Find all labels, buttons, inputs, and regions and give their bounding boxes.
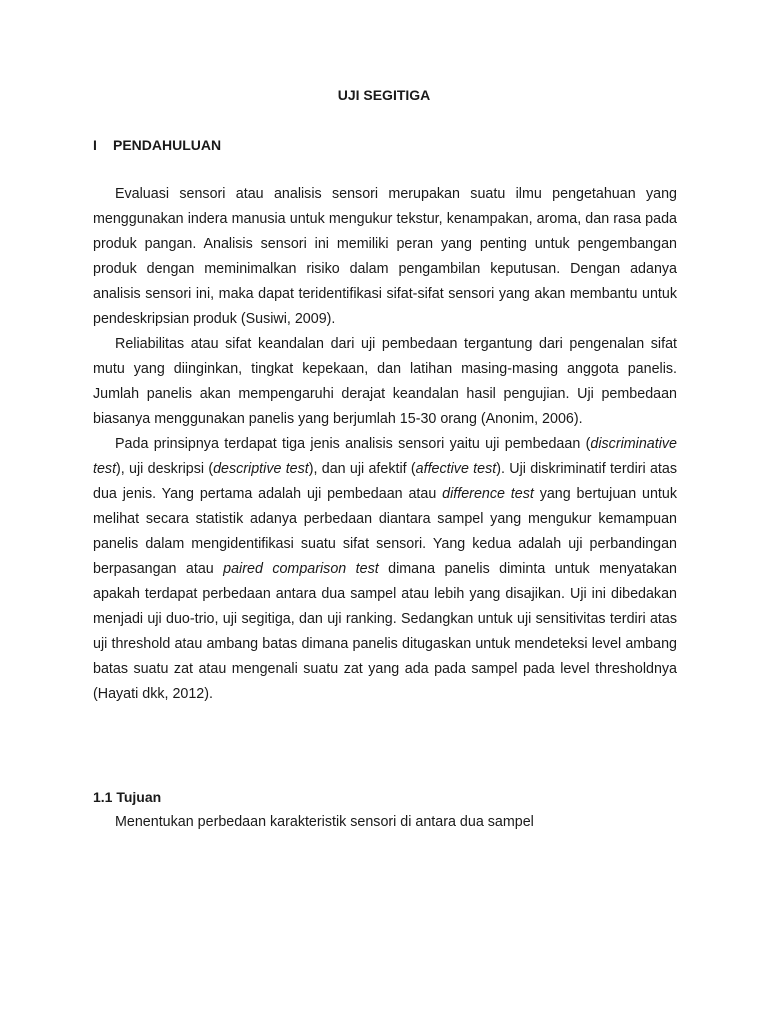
paragraph-3-text-2: ), uji deskripsi ( [116,461,214,477]
body-text [93,182,677,707]
paragraph-1-text: Evaluasi sensori atau analisis sensori merupakan suatu ilmu pengetahuan yang menggunakan indera manusia untuk mengukur tekstur, kenampakan, aroma, dan rasa pada produk pangan. Analisis sensori ini memiliki peran yang penting untuk pengembangan produk dengan meminimalkan risiko dalam pengambilan keputusan. Dengan adanya analisis sensori ini, maka dapat teridentifikasi sifat-sifat sensori yang akan membantu untuk pendeskripsian produk (Susiwi, 2009). [93,186,677,327]
paragraph-3-text-1: Pada prinsipnya terdapat tiga jenis analisis sensori yaitu uji pembedaan ( [115,436,591,452]
subsection-heading: 1.1 Tujuan [93,789,162,805]
paragraph-3-text-3: ), dan uji afektif ( [308,461,416,477]
paragraph-3 [93,432,677,707]
term-paired-comparison-test: paired comparison test [223,561,379,577]
paragraph-3-text-5: yang bertujuan untuk melihat secara statistik adanya perbedaan diantara sampel yang mengukur kemampuan panelis dalam mengidentifikasi suatu sifat sensori. Yang kedua adalah uji perbandingan berpasangan atau [93,486,677,577]
term-affective-test: affective test [415,461,497,477]
paragraph-1 [93,182,677,332]
paragraph-2-text: Reliabilitas atau sifat keandalan dari uji pembedaan tergantung dari pengenalan sifat mutu yang diinginkan, tingkat kepekaan, dan latihan masing-masing anggota panelis. Jumlah panelis akan mempengaruhi derajat keandalan hasil pengujian. Uji pembedaan biasanya menggunakan panelis yang berjumlah 15-30 orang (Anonim, 2006). [93,336,677,427]
subsection-text: Menentukan perbedaan karakteristik sensori di antara dua sampel [115,814,534,830]
chapter-number: I [93,137,97,153]
paragraph-2 [93,332,677,432]
paragraph-3-text-4: ). Uji diskriminatif terdiri atas dua jenis. Yang pertama adalah uji pembedaan atau [93,461,677,502]
paragraph-3-text-6: dimana panelis diminta untuk menyatakan apakah terdapat perbedaan antara dua sampel atau lebih yang disajikan. Uji ini dibedakan menjadi uji duo-trio, uji segitiga, dan uji ranking. Sedangkan untuk uji sensitivitas terdiri atas uji threshold atau ambang batas dimana panelis ditugaskan untuk mendeteksi level ambang batas suatu zat atau mengenali suatu zat yang ada pada sampel pada level thresholdnya (Hayati dkk, 2012). [93,561,677,702]
term-difference-test: difference test [442,486,534,502]
term-descriptive-test: descriptive test [213,461,309,477]
term-discriminative-test: discriminative test [93,436,677,477]
chapter-heading [93,136,221,154]
document-title: UJI SEGITIGA [337,87,431,103]
chapter-title: PENDAHULUAN [113,137,222,153]
